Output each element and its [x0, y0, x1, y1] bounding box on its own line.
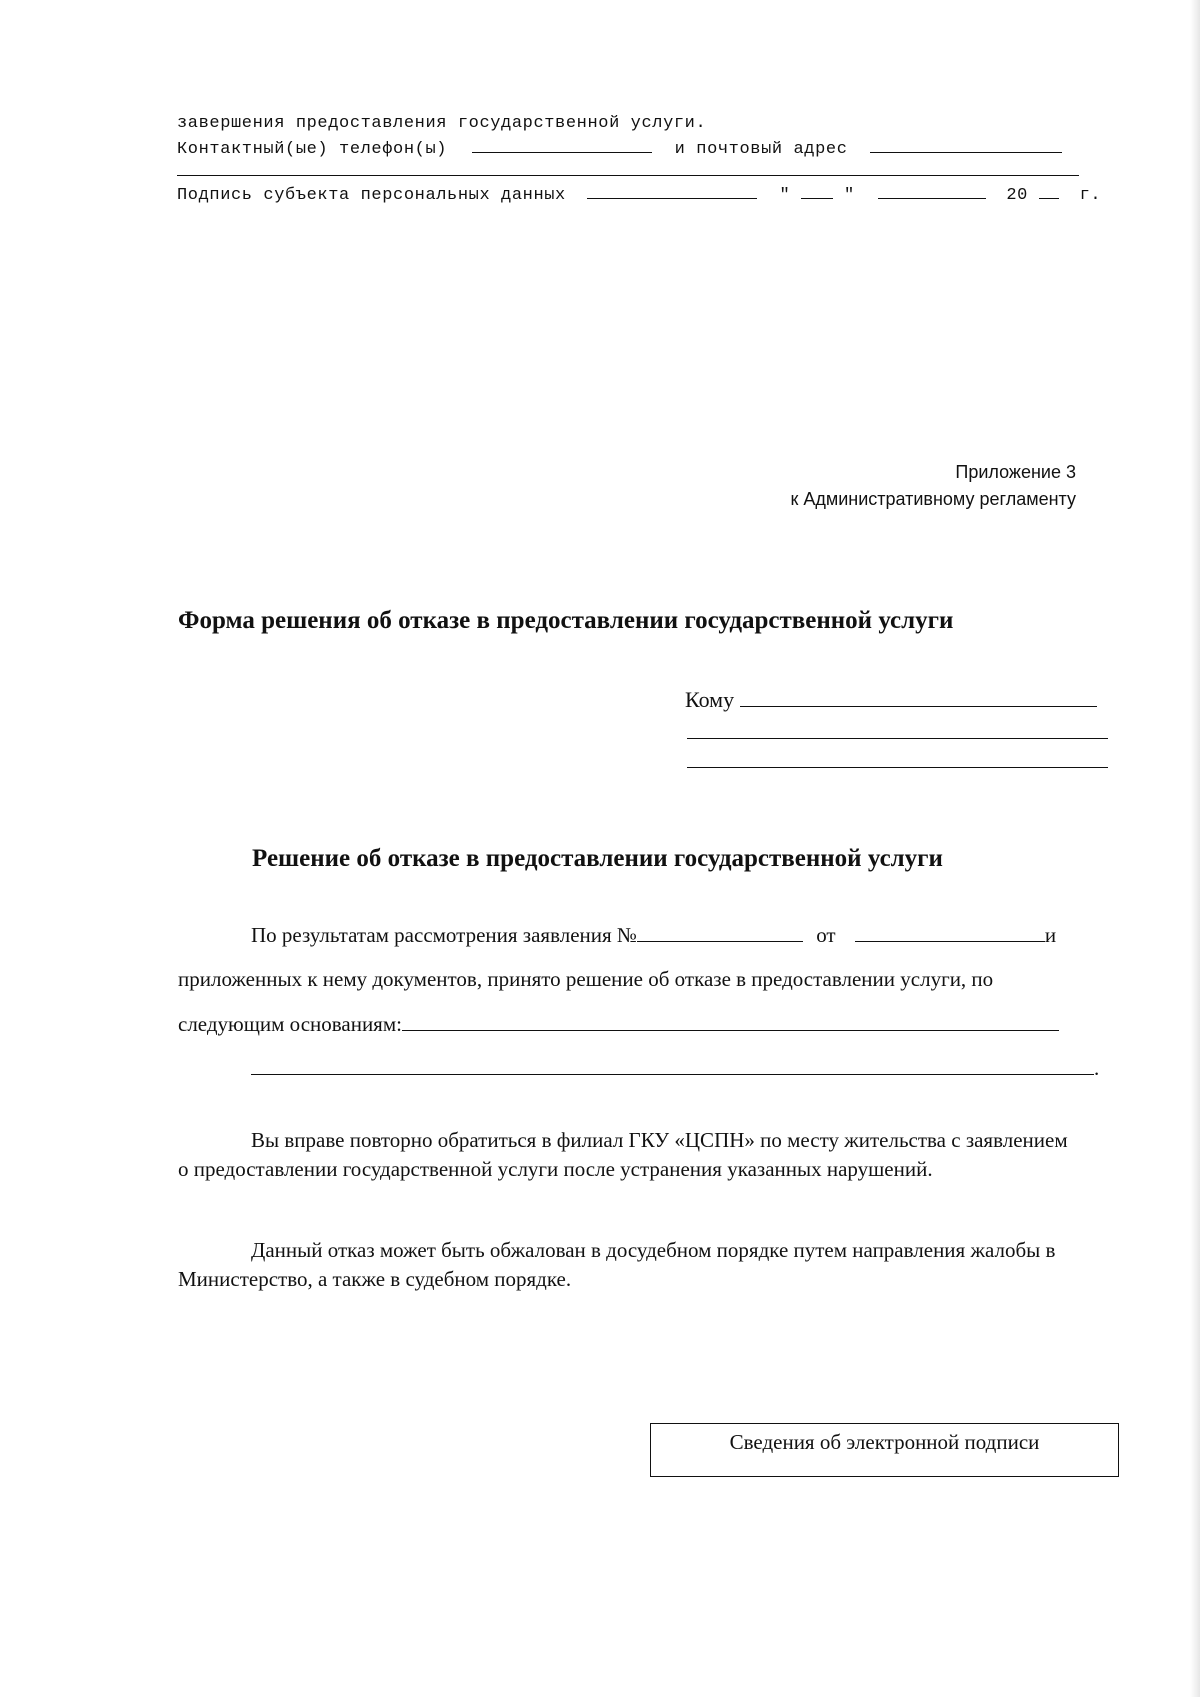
appendix-line2: к Административному регламенту: [790, 489, 1076, 509]
application-number-line: [637, 924, 803, 942]
phone-field-line: [472, 138, 652, 153]
electronic-signature-label: Сведения об электронной подписи: [729, 1430, 1040, 1454]
top-form-line1: завершения предоставления государственной услуги.: [177, 114, 707, 133]
appendix-line1: Приложение 3: [955, 462, 1076, 482]
decision-line4: [251, 1056, 1099, 1081]
grounds-field-line-2: [251, 1057, 1094, 1075]
conjunction-and: и: [1044, 923, 1057, 947]
reapply-paragraph: Вы вправе повторно обратиться в филиал ГКУ «ЦСПН» по месту жительства с заявлением о предоставлении государственной услуги после устранения указанных нарушений.: [178, 1128, 1068, 1181]
address-field-line: [870, 138, 1062, 153]
year-suffix: г.: [1079, 186, 1102, 205]
top-form-contacts-row: [177, 138, 1062, 159]
phone-label: Контактный(ые) телефон(ы): [177, 140, 448, 159]
appeal-paragraph: Данный отказ может быть обжалован в досудебном порядке путем направления жалобы в Министерство, а также в судебном порядке.: [178, 1238, 1056, 1291]
top-form-divider: [177, 175, 1079, 176]
day-field-line: [801, 184, 833, 199]
decision-line3: [178, 1012, 1059, 1037]
address-label: и почтовый адрес: [674, 140, 848, 159]
quote-close: ": [843, 186, 855, 205]
quote-open: ": [779, 186, 791, 205]
application-number-label: По результатам рассмотрения заявления №: [251, 923, 637, 947]
form-title: Форма решения об отказе в предоставлении государственной услуги: [178, 607, 954, 634]
signature-label: Подпись субъекта персональных данных: [177, 186, 566, 205]
year-prefix: 20: [1006, 186, 1028, 205]
date-from-label: от: [816, 923, 836, 947]
application-date-line: [855, 924, 1045, 942]
recipient-row: [685, 687, 1097, 713]
month-field-line: [878, 184, 986, 199]
decision-line2: приложенных к нему документов, принято решение об отказе в предоставлении услуги, по: [178, 967, 994, 991]
grounds-field-line: [402, 1013, 1059, 1031]
electronic-signature-box: [650, 1423, 1119, 1477]
grounds-label: следующим основаниям:: [178, 1012, 402, 1036]
grounds-period: .: [1094, 1056, 1100, 1080]
signature-field-line: [587, 184, 757, 199]
recipient-field-line: [740, 688, 1097, 707]
signature-row: [177, 184, 1101, 205]
decision-title: Решение об отказе в предоставлении государственной услуги: [252, 845, 943, 872]
year-field-line: [1039, 184, 1059, 199]
decision-line1: [251, 923, 1056, 948]
recipient-label: Кому: [685, 687, 735, 712]
recipient-line-3: [687, 767, 1108, 768]
scan-edge: [1190, 0, 1200, 1697]
recipient-line-2: [687, 738, 1108, 739]
